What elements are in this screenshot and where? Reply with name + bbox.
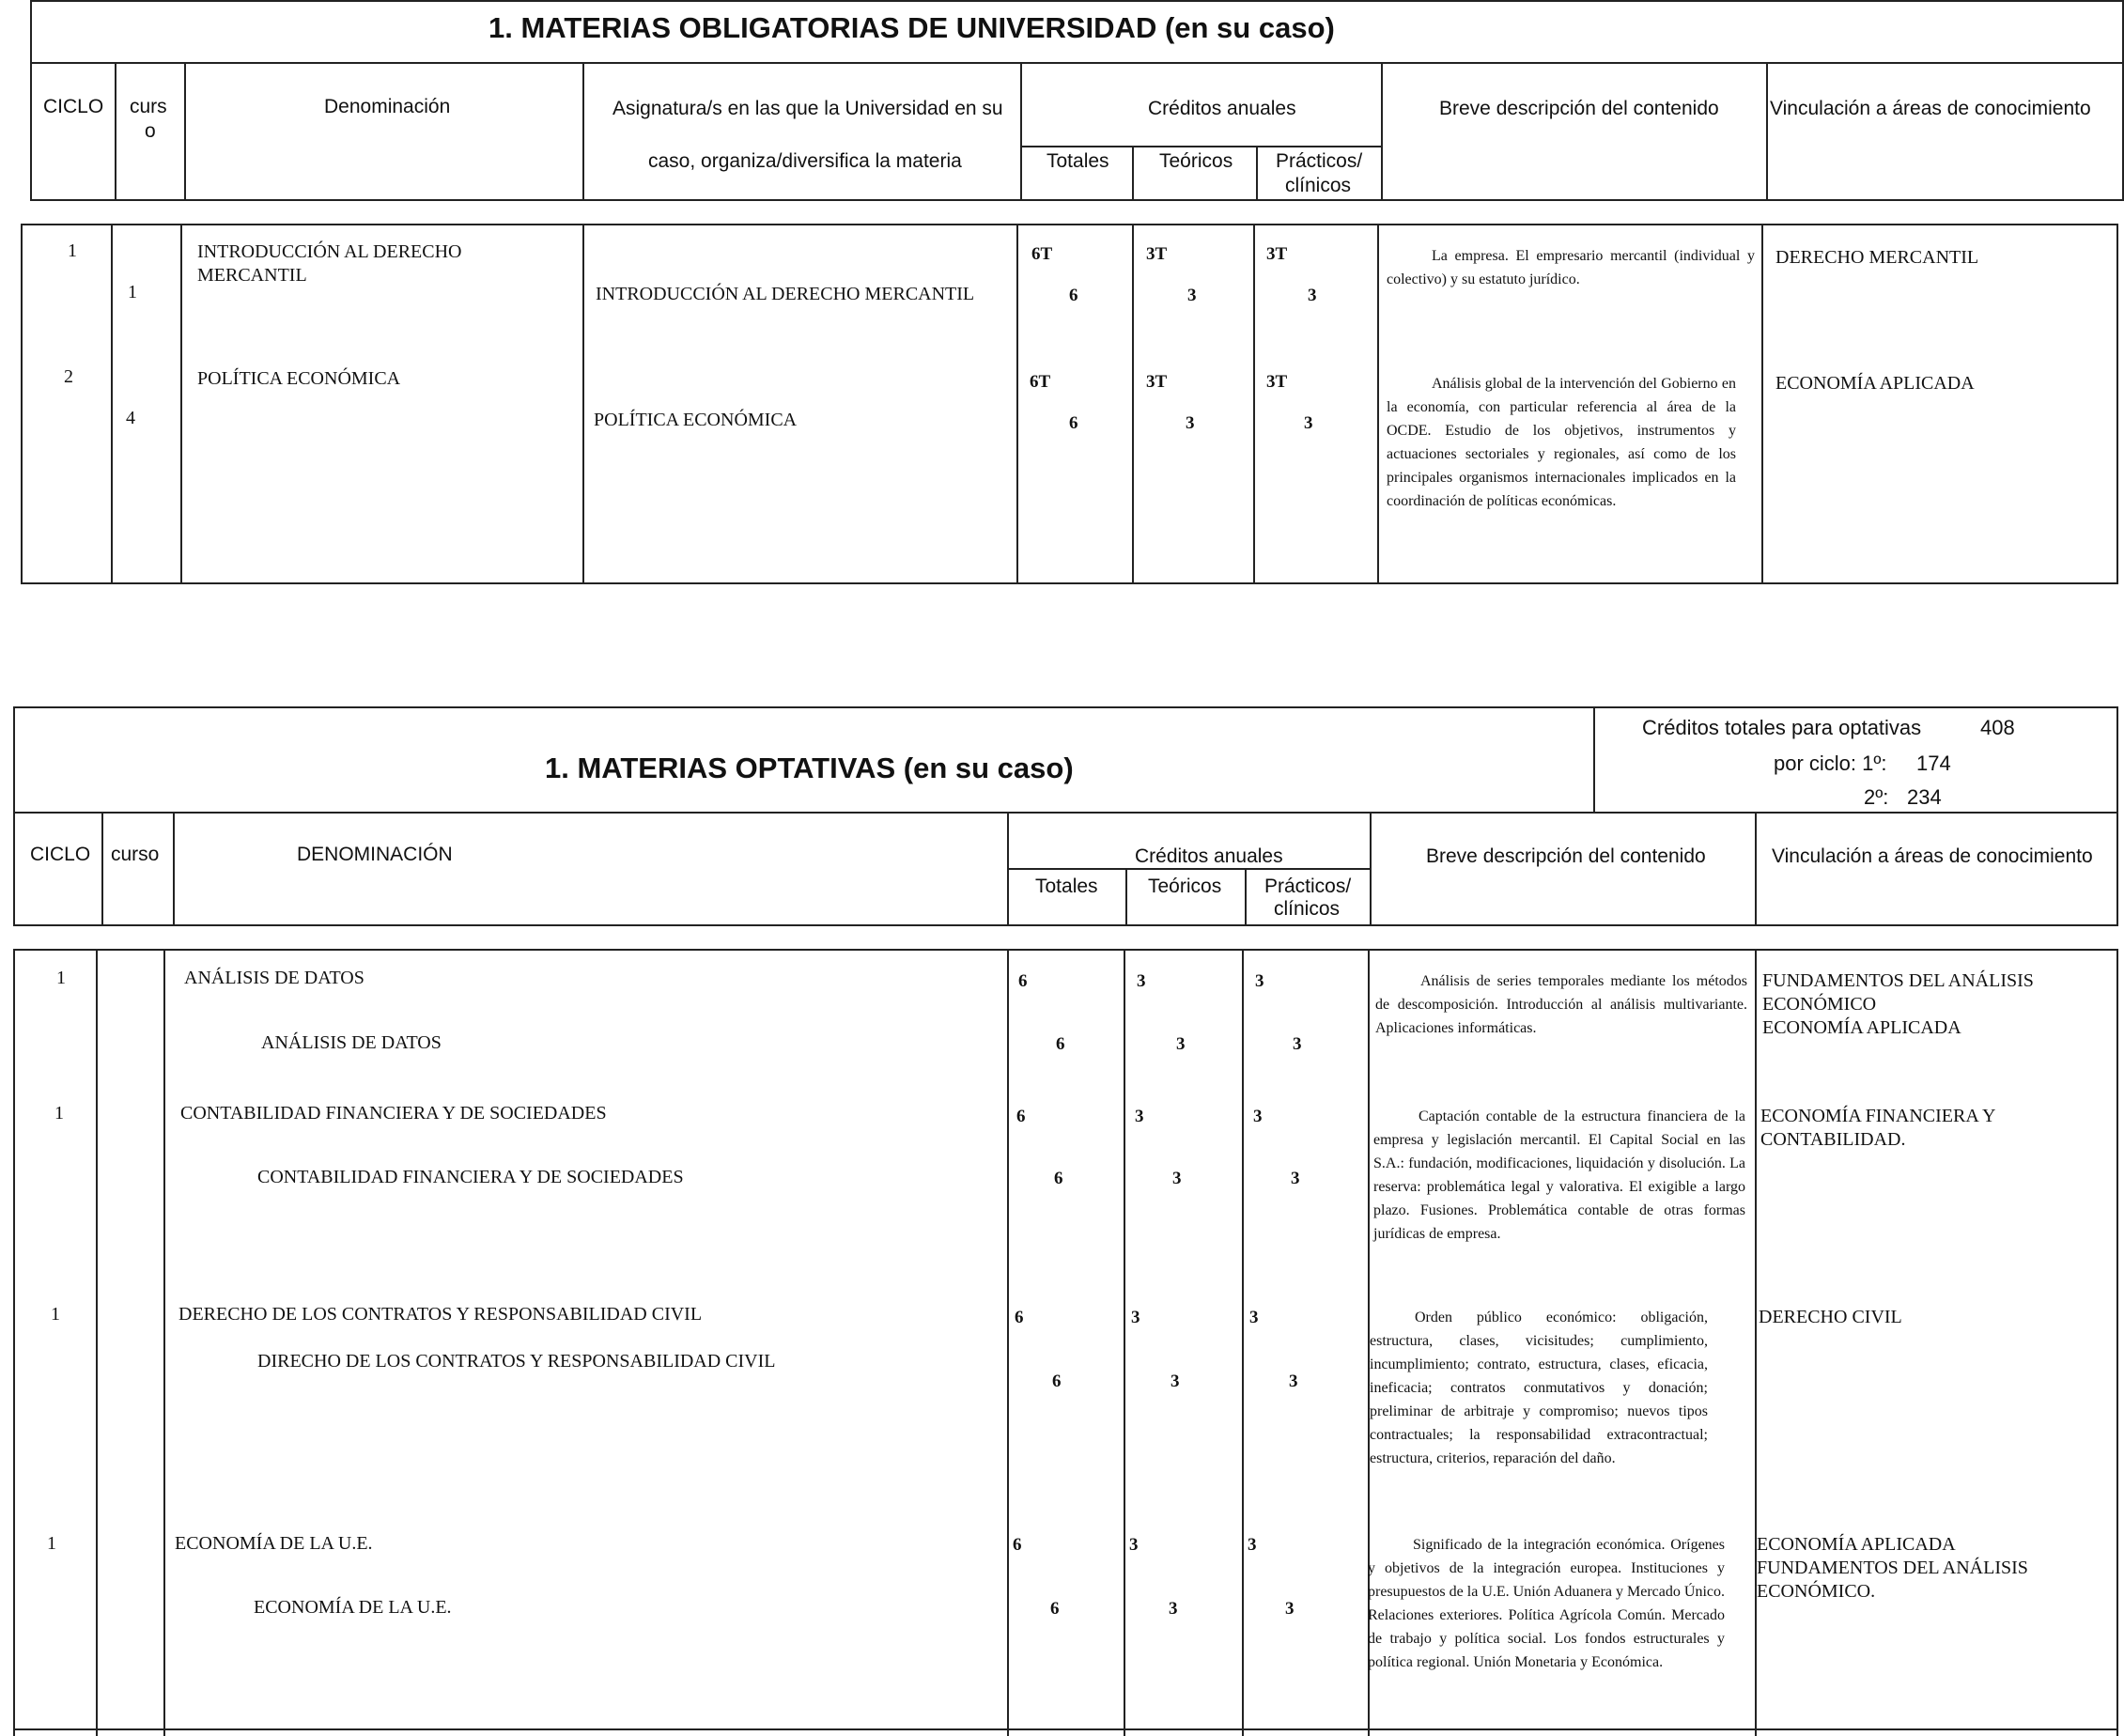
descripcion-cell: Análisis global de la intervención del Gobierno en la economía, con particular referencia al área de la OCDE. Estudio de los objetivos, instrumentos y actuaciones sectoriales y regionales, así como de los principales organismos internacionales implicados en la coordinación de políticas económicas. (1387, 376, 1736, 509)
area-cell: DERECHO CIVIL (1759, 1307, 1902, 1327)
ciclo-cell: 1 (51, 1304, 60, 1325)
obligatorias-header-box (30, 62, 2124, 201)
header-descripcion: Breve descripción del contenido (1426, 845, 1706, 867)
header-teoricos: Teóricos (1148, 876, 1222, 897)
practicos-cell-2: 3 (1293, 1034, 1302, 1054)
header-curso: curso (111, 844, 160, 865)
header-vinculacion: Vinculación a áreas de conocimiento (1772, 845, 2093, 867)
totales-cell: 6 (1015, 1308, 1024, 1327)
header-asignatura-b: caso, organiza/diversifica la materia (648, 150, 962, 172)
subdenominacion-cell: ANÁLISIS DE DATOS (261, 1032, 442, 1053)
curso-cell: 1 (128, 282, 137, 302)
teoricos-cell-2: 3 (1176, 1034, 1186, 1054)
area-cell: DERECHO MERCANTIL (1775, 247, 1979, 268)
header-ciclo: CICLO (30, 844, 91, 865)
totales-cell: 6 (1069, 286, 1078, 305)
asignatura-cell: INTRODUCCIÓN AL DERECHO MERCANTIL (596, 284, 975, 304)
teoricos-cell: 3 (1129, 1535, 1139, 1555)
ciclo2-label: 2º: (1864, 785, 1889, 809)
teoricos-cell-2: 3 (1172, 1169, 1182, 1188)
practicos-cell-2: 3 (1289, 1372, 1298, 1391)
header-asignatura-a: Asignatura/s en las que la Universidad en su (612, 98, 1003, 119)
ciclo-cell: 2 (64, 366, 73, 387)
denominacion-cell: POLÍTICA ECONÓMICA (197, 368, 401, 389)
descripcion-cell: Orden público económico: obligación, estructura, clases, vicisitudes; cumplimiento, incumplimiento; contrato, estructura, clases, eficacia, ineficacia; contratos conmutativos y donación; preliminar de arbitraje y compromiso; nuevos tipos contractuales; la responsabilidad extracontractual; estructura, criterios, reparación del daño. (1370, 1310, 1708, 1466)
teoricos-t-cell: 3T (1146, 372, 1168, 392)
header-denominacion: DENOMINACIÓN (297, 844, 453, 865)
header-creditos: Créditos anuales (1148, 98, 1296, 119)
subdenominacion-cell: DIRECHO DE LOS CONTRATOS Y RESPONSABILIDAD CIVIL (257, 1351, 776, 1372)
practicos-cell-2: 3 (1285, 1599, 1295, 1619)
teoricos-t-cell: 3T (1146, 244, 1168, 264)
practicos-t-cell: 3T (1266, 244, 1288, 264)
ciclo-cell: 1 (56, 968, 66, 988)
header-totales: Totales (1046, 150, 1109, 172)
optativas-title: 1. MATERIAS OPTATIVAS (en su caso) (545, 752, 1074, 784)
header-creditos: Créditos anuales (1135, 845, 1283, 867)
totales-cell: 6 (1016, 1107, 1026, 1126)
practicos-t-cell: 3T (1266, 372, 1288, 392)
header-teoricos: Teóricos (1159, 150, 1233, 172)
area-cell: ECONOMÍA APLICADA FUNDAMENTOS DEL ANÁLISIS ECONÓMICO. (1757, 1534, 2028, 1602)
teoricos-cell: 3 (1137, 971, 1146, 991)
totales-cell: 6 (1018, 971, 1028, 991)
area-cell: FUNDAMENTOS DEL ANÁLISIS ECONÓMICO ECONOMÍA APLICADA (1762, 970, 2034, 1038)
totales-cell-2: 6 (1056, 1034, 1065, 1054)
practicos-cell: 3 (1304, 413, 1313, 433)
header-practicos-a: Prácticos/ (1264, 876, 1352, 897)
header-denominacion: Denominación (324, 96, 451, 117)
denominacion-cell: ANÁLISIS DE DATOS (184, 968, 364, 988)
practicos-cell: 3 (1248, 1535, 1257, 1555)
teoricos-cell: 3 (1131, 1308, 1140, 1327)
ciclo-cell: 1 (54, 1103, 64, 1124)
teoricos-cell: 3 (1187, 286, 1197, 305)
teoricos-cell: 3 (1186, 413, 1195, 433)
denominacion-cell: INTRODUCCIÓN AL DERECHO MERCANTIL (197, 241, 462, 286)
ciclo-cell: 1 (68, 240, 77, 261)
subdenominacion-cell: CONTABILIDAD FINANCIERA Y DE SOCIEDADES (257, 1167, 684, 1187)
header-vinculacion: Vinculación a áreas de conocimiento (1770, 98, 2091, 119)
totales-cell: 6 (1013, 1535, 1022, 1555)
ciclo1-value: 174 (1916, 752, 1951, 775)
practicos-cell: 3 (1308, 286, 1317, 305)
header-curso-b: o (145, 120, 156, 142)
header-curso-a: curs (130, 96, 167, 117)
header-totales: Totales (1035, 876, 1098, 897)
totales-cell-2: 6 (1050, 1599, 1060, 1619)
denominacion-cell: CONTABILIDAD FINANCIERA Y DE SOCIEDADES (180, 1103, 607, 1124)
practicos-cell-2: 3 (1291, 1169, 1300, 1188)
totales-cell-2: 6 (1054, 1169, 1063, 1188)
header-practicos-b: clínicos (1274, 898, 1341, 920)
teoricos-cell-2: 3 (1171, 1372, 1180, 1391)
descripcion-cell: Análisis de series temporales mediante los métodos de descomposición. Introducción al análisis multivariante. Aplicaciones informáticas. (1375, 973, 1747, 1036)
descripcion-cell: Captación contable de la estructura financiera de la empresa y legislación mercantil. El Capital Social en las S.A.: fundación, modificaciones, liquidación y disolución. La reserva: problemática legal y valorativa. El exigible a largo plazo. Fusiones. Problemática contable de otras formas jurídicas de empresa. (1373, 1108, 1745, 1242)
asignatura-cell: POLÍTICA ECONÓMICA (594, 410, 798, 430)
practicos-cell: 3 (1253, 1107, 1263, 1126)
practicos-cell: 3 (1249, 1308, 1259, 1327)
totales-cell: 6 (1069, 413, 1078, 433)
header-ciclo: CICLO (43, 96, 104, 117)
subdenominacion-cell: ECONOMÍA DE LA U.E. (254, 1597, 452, 1618)
por-ciclo-label: por ciclo: 1º: (1774, 752, 1887, 775)
totales-cell-2: 6 (1052, 1372, 1062, 1391)
header-practicos-b: clínicos (1285, 175, 1352, 196)
teoricos-cell: 3 (1135, 1107, 1144, 1126)
totales-optativas-value: 408 (1980, 716, 2015, 739)
denominacion-cell: ECONOMÍA DE LA U.E. (175, 1533, 373, 1554)
descripcion-cell: La empresa. El empresario mercantil (individual y colectivo) y su estatuto jurídico. (1387, 248, 1755, 287)
header-practicos-a: Prácticos/ (1276, 150, 1363, 172)
header-descripcion: Breve descripción del contenido (1439, 98, 1719, 119)
totales-optativas-label: Créditos totales para optativas (1642, 716, 1922, 739)
totales-t-cell: 6T (1030, 372, 1051, 392)
curso-cell: 4 (126, 408, 135, 428)
obligatorias-title: 1. MATERIAS OBLIGATORIAS DE UNIVERSIDAD (en su caso) (488, 11, 1335, 44)
area-cell: ECONOMÍA FINANCIERA Y CONTABILIDAD. (1760, 1106, 1996, 1150)
totales-t-cell: 6T (1031, 244, 1053, 264)
area-cell: ECONOMÍA APLICADA (1775, 373, 1975, 394)
teoricos-cell-2: 3 (1169, 1599, 1178, 1619)
ciclo-cell: 1 (47, 1533, 56, 1554)
denominacion-cell: DERECHO DE LOS CONTRATOS Y RESPONSABILIDAD CIVIL (178, 1304, 703, 1325)
descripcion-cell: Significado de la integración económica. Orígenes y objetivos de la integración europea. Instituciones y presupuestos de la U.E. Unión Aduanera y Mercado Único. Relaciones exteriores. Política Agrícola Común. Mercado de trabajo y política social. Los fondos estructurales y política regional. Unión Monetaria y Económica. (1368, 1537, 1725, 1670)
ciclo2-value: 234 (1907, 785, 1942, 809)
practicos-cell: 3 (1255, 971, 1264, 991)
